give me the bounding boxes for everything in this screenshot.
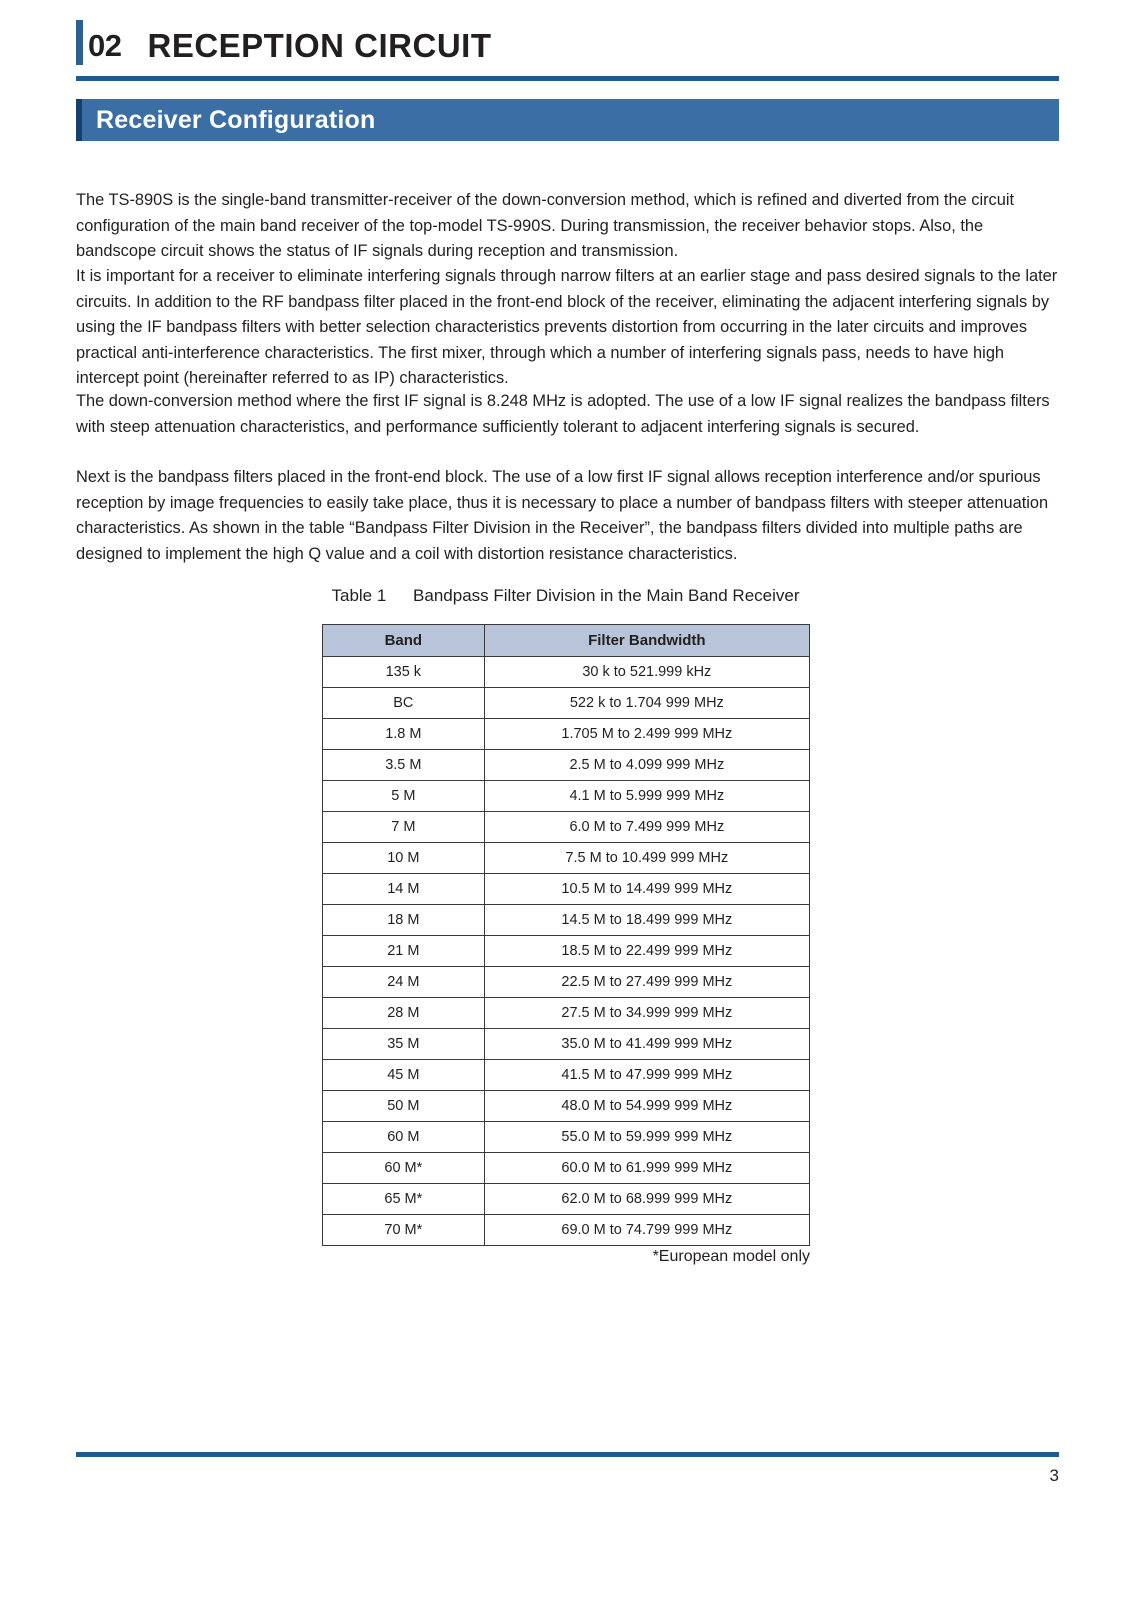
cell-bandwidth: 22.5 M to 27.499 999 MHz <box>484 967 809 998</box>
cell-band: 5 M <box>323 781 485 812</box>
cell-band: 50 M <box>323 1091 485 1122</box>
cell-band: 3.5 M <box>323 750 485 781</box>
cell-bandwidth: 62.0 M to 68.999 999 MHz <box>484 1184 809 1215</box>
section-title: Receiver Configuration <box>96 105 376 134</box>
table-row <box>323 905 810 936</box>
table-row <box>323 967 810 998</box>
cell-bandwidth: 6.0 M to 7.499 999 MHz <box>484 812 809 843</box>
table-row <box>323 1091 810 1122</box>
page-number: 3 <box>1049 1466 1059 1485</box>
cell-bandwidth: 30 k to 521.999 kHz <box>484 657 809 688</box>
cell-band: 18 M <box>323 905 485 936</box>
bandpass-filter-table <box>322 624 810 1246</box>
cell-bandwidth: 55.0 M to 59.999 999 MHz <box>484 1122 809 1153</box>
cell-bandwidth: 1.705 M to 2.499 999 MHz <box>484 719 809 750</box>
cell-bandwidth: 4.1 M to 5.999 999 MHz <box>484 781 809 812</box>
table-row <box>323 719 810 750</box>
cell-bandwidth: 2.5 M to 4.099 999 MHz <box>484 750 809 781</box>
cell-bandwidth: 69.0 M to 74.799 999 MHz <box>484 1215 809 1246</box>
cell-band: 45 M <box>323 1060 485 1091</box>
cell-bandwidth: 35.0 M to 41.499 999 MHz <box>484 1029 809 1060</box>
cell-band: 135 k <box>323 657 485 688</box>
table-row <box>323 812 810 843</box>
cell-bandwidth: 18.5 M to 22.499 999 MHz <box>484 936 809 967</box>
cell-band: 28 M <box>323 998 485 1029</box>
cell-bandwidth: 14.5 M to 18.499 999 MHz <box>484 905 809 936</box>
cell-bandwidth: 10.5 M to 14.499 999 MHz <box>484 874 809 905</box>
body-paragraph: The TS-890S is the single-band transmitter-receiver of the down-conversion method, which is refined and diverted from the circuit configuration of the main band receiver of the top-model TS-990S. During transmission, the receiver behavior stops. Also, the bandscope circuit shows the status of IF signals during reception and transmission. <box>76 191 1015 261</box>
table-row <box>323 688 810 719</box>
cell-bandwidth: 60.0 M to 61.999 999 MHz <box>484 1153 809 1184</box>
table-footnote: *European model only <box>652 1248 810 1265</box>
table-row <box>323 1184 810 1215</box>
body-paragraph: Next is the bandpass filters placed in the front-end block. The use of a low first IF signal allows reception interference and/or spurious reception by image frequencies to easily take place, thus it is necessary to place a number of bandpass filters with steeper attenuation characteristics. As shown in the table “Bandpass Filter Division in the Receiver”, the bandpass filters divided into multiple paths are designed to implement the high Q value and a coil with distortion resistance characteristics. <box>76 468 1049 563</box>
table-row <box>323 874 810 905</box>
table-header-row <box>323 625 810 657</box>
table-row <box>323 936 810 967</box>
cell-band: 21 M <box>323 936 485 967</box>
body-paragraph: The down-conversion method where the first IF signal is 8.248 MHz is adopted. The use of a low IF signal realizes the bandpass filters with steep attenuation characteristics, and performance sufficiently tolerant to adjacent interfering signals is secured. <box>76 392 1050 436</box>
cell-bandwidth: 48.0 M to 54.999 999 MHz <box>484 1091 809 1122</box>
header-divider <box>76 76 1059 81</box>
cell-band: 60 M* <box>323 1153 485 1184</box>
cell-bandwidth: 41.5 M to 47.999 999 MHz <box>484 1060 809 1091</box>
cell-band: 65 M* <box>323 1184 485 1215</box>
table-row <box>323 1153 810 1184</box>
footer-divider <box>76 1452 1059 1457</box>
table-row <box>323 781 810 812</box>
table-row <box>323 843 810 874</box>
cell-band: 60 M <box>323 1122 485 1153</box>
cell-band: 24 M <box>323 967 485 998</box>
table-row <box>323 750 810 781</box>
table-row <box>323 1029 810 1060</box>
table-caption-label: Table 1 <box>331 586 387 605</box>
column-header-filter-bandwidth: Filter Bandwidth <box>484 625 809 657</box>
cell-band: 7 M <box>323 812 485 843</box>
section-heading-band <box>76 99 1059 141</box>
table-row <box>323 1122 810 1153</box>
cell-band: 1.8 M <box>323 719 485 750</box>
cell-band: 10 M <box>323 843 485 874</box>
cell-bandwidth: 522 k to 1.704 999 MHz <box>484 688 809 719</box>
cell-band: 70 M* <box>323 1215 485 1246</box>
table-caption-text: Bandpass Filter Division in the Main Band Receiver <box>413 586 800 605</box>
section-accent-bar <box>76 99 82 141</box>
table-row <box>323 1060 810 1091</box>
table-row <box>323 998 810 1029</box>
body-paragraph: It is important for a receiver to eliminate interfering signals through narrow filters at an earlier stage and pass desired signals to the later circuits. In addition to the RF bandpass filter placed in the front-end block of the receiver, eliminating the adjacent interfering signals by using the IF bandpass filters with better selection characteristics prevents distortion from occurring in the later circuits and improves practical anti-interference characteristics. The first mixer, through which a number of interfering signals pass, needs to have high intercept point (hereinafter referred to as IP) characteristics. <box>76 267 1058 388</box>
cell-band: 14 M <box>323 874 485 905</box>
table-row <box>323 1215 810 1246</box>
table-row <box>323 657 810 688</box>
cell-bandwidth: 7.5 M to 10.499 999 MHz <box>484 843 809 874</box>
cell-band: BC <box>323 688 485 719</box>
chapter-title: RECEPTION CIRCUIT <box>147 27 492 64</box>
cell-band: 35 M <box>323 1029 485 1060</box>
chapter-number: 02 <box>88 28 122 63</box>
table-caption <box>0 586 1131 606</box>
column-header-band: Band <box>323 625 485 657</box>
cell-bandwidth: 27.5 M to 34.999 999 MHz <box>484 998 809 1029</box>
chapter-header <box>76 22 1059 70</box>
